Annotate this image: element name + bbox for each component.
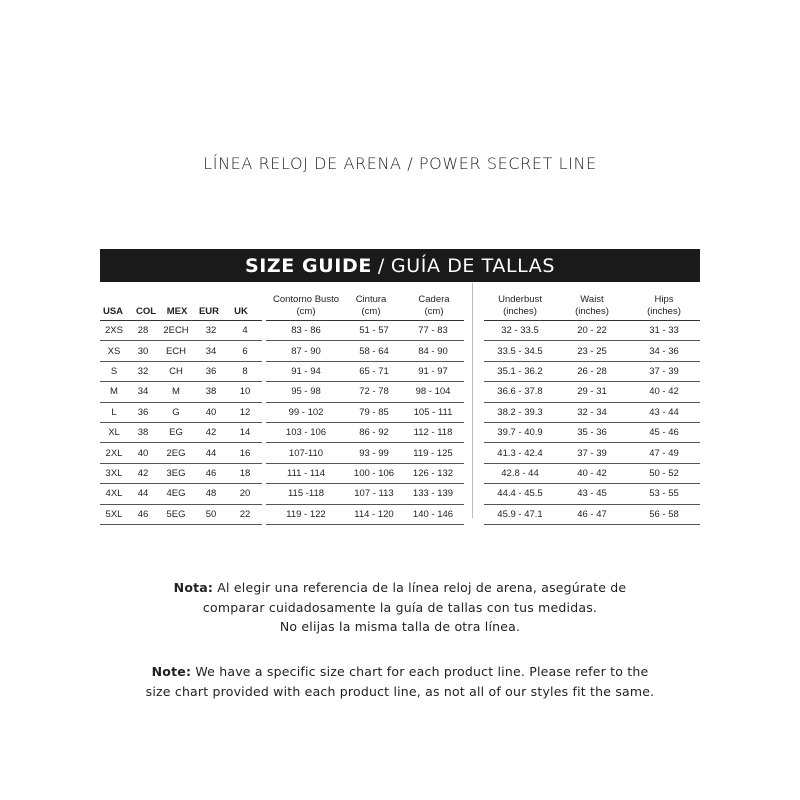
table-row	[266, 341, 464, 361]
table-row	[266, 422, 464, 442]
uk-cell: 22	[228, 504, 262, 524]
underbust-cell: 32 - 33.5	[484, 321, 556, 341]
cintura-cell: 58 - 64	[346, 341, 402, 361]
size-codes-table	[100, 320, 262, 525]
table-row	[484, 422, 700, 442]
waist-cell: 37 - 39	[556, 443, 628, 463]
usa-cell: XS	[100, 341, 128, 361]
header-mex: MEX	[166, 306, 188, 317]
table-row	[484, 341, 700, 361]
eur-cell: 44	[194, 443, 228, 463]
table-row	[484, 443, 700, 463]
mex-cell: ECH	[158, 341, 194, 361]
col-cell: 42	[128, 463, 158, 483]
usa-cell: 2XL	[100, 443, 128, 463]
table-row	[266, 321, 464, 341]
waist-cell: 46 - 47	[556, 504, 628, 524]
usa-cell: M	[100, 382, 128, 402]
header-cintura	[345, 294, 397, 318]
table-row	[266, 504, 464, 524]
usa-cell: 2XS	[100, 321, 128, 341]
header-unit: (cm)	[361, 306, 381, 317]
underbust-cell: 45.9 - 47.1	[484, 504, 556, 524]
usa-cell: L	[100, 402, 128, 422]
cintura-cell: 86 - 92	[346, 422, 402, 442]
table-row	[266, 361, 464, 381]
cadera-cell: 133 - 139	[402, 484, 464, 504]
col-cell: 30	[128, 341, 158, 361]
note-english	[0, 662, 800, 701]
contorno-busto-cell: 103 - 106	[266, 422, 346, 442]
underbust-cell: 44.4 - 45.5	[484, 484, 556, 504]
table-row	[100, 443, 262, 463]
mex-cell: M	[158, 382, 194, 402]
uk-cell: 12	[228, 402, 262, 422]
header-uk: UK	[234, 306, 248, 317]
contorno-busto-cell: 99 - 102	[266, 402, 346, 422]
header-eur: EUR	[198, 306, 220, 317]
mex-cell: 4EG	[158, 484, 194, 504]
cintura-cell: 51 - 57	[346, 321, 402, 341]
table-row	[484, 361, 700, 381]
header-cadera	[405, 294, 463, 318]
table-row	[266, 402, 464, 422]
uk-cell: 4	[228, 321, 262, 341]
table-row	[484, 504, 700, 524]
note-spanish	[0, 578, 800, 637]
hips-cell: 34 - 36	[628, 341, 700, 361]
header-hips	[632, 294, 696, 318]
mex-cell: CH	[158, 361, 194, 381]
underbust-cell: 41.3 - 42.4	[484, 443, 556, 463]
cadera-cell: 140 - 146	[402, 504, 464, 524]
waist-cell: 43 - 45	[556, 484, 628, 504]
mex-cell: 2EG	[158, 443, 194, 463]
header-col: COL	[135, 306, 157, 317]
table-row	[484, 321, 700, 341]
contorno-busto-cell: 95 - 98	[266, 382, 346, 402]
header-usa: USA	[102, 306, 124, 317]
header-name: Contorno Busto	[272, 294, 339, 305]
hips-cell: 40 - 42	[628, 382, 700, 402]
note-spanish-label: Nota:	[173, 580, 214, 595]
hips-cell: 37 - 39	[628, 361, 700, 381]
note-english-line	[0, 662, 800, 682]
waist-cell: 29 - 31	[556, 382, 628, 402]
mex-cell: 3EG	[158, 463, 194, 483]
table-row	[100, 341, 262, 361]
uk-cell: 16	[228, 443, 262, 463]
inch-measurements-table	[484, 320, 700, 525]
header-name: Underbust	[498, 294, 542, 305]
table-row	[266, 484, 464, 504]
contorno-busto-cell: 91 - 94	[266, 361, 346, 381]
header-underbust	[486, 294, 554, 318]
underbust-cell: 38.2 - 39.3	[484, 402, 556, 422]
col-cell: 38	[128, 422, 158, 442]
col-cell: 36	[128, 402, 158, 422]
hips-cell: 47 - 49	[628, 443, 700, 463]
header-name: Hips	[654, 294, 674, 305]
eur-cell: 32	[194, 321, 228, 341]
uk-cell: 6	[228, 341, 262, 361]
usa-cell: 3XL	[100, 463, 128, 483]
waist-cell: 35 - 36	[556, 422, 628, 442]
eur-cell: 46	[194, 463, 228, 483]
cadera-cell: 126 - 132	[402, 463, 464, 483]
table-row	[100, 402, 262, 422]
table-row	[100, 504, 262, 524]
mex-cell: 5EG	[158, 504, 194, 524]
table-row	[100, 321, 262, 341]
contorno-busto-cell: 115 -118	[266, 484, 346, 504]
page-subtitle: LÍNEA RELOJ DE ARENA / POWER SECRET LINE	[203, 154, 597, 173]
contorno-busto-cell: 111 - 114	[266, 463, 346, 483]
waist-cell: 40 - 42	[556, 463, 628, 483]
table-row	[484, 463, 700, 483]
uk-cell: 14	[228, 422, 262, 442]
note-spanish-text: Al elegir una referencia de la línea reloj de arena, asegúrate de	[213, 580, 627, 595]
cadera-cell: 98 - 104	[402, 382, 464, 402]
banner-title-regular: GUÍA DE TALLAS	[390, 254, 556, 277]
table-row	[100, 422, 262, 442]
note-english-label: Note:	[151, 664, 192, 679]
waist-cell: 20 - 22	[556, 321, 628, 341]
mex-cell: EG	[158, 422, 194, 442]
table-row	[266, 443, 464, 463]
header-name: Waist	[580, 294, 604, 305]
mex-cell: G	[158, 402, 194, 422]
cadera-cell: 105 - 111	[402, 402, 464, 422]
cadera-cell: 77 - 83	[402, 321, 464, 341]
table-row	[100, 463, 262, 483]
hips-cell: 31 - 33	[628, 321, 700, 341]
column-divider	[472, 283, 473, 518]
header-unit: (cm)	[424, 306, 444, 317]
header-unit: (inches)	[503, 306, 537, 317]
banner-title-bold: SIZE GUIDE	[244, 254, 372, 277]
hips-cell: 45 - 46	[628, 422, 700, 442]
header-waist	[560, 294, 624, 318]
contorno-busto-cell: 119 - 122	[266, 504, 346, 524]
cadera-cell: 112 - 118	[402, 422, 464, 442]
note-spanish-line	[0, 578, 800, 598]
table-row	[100, 382, 262, 402]
hips-cell: 50 - 52	[628, 463, 700, 483]
table-row	[266, 382, 464, 402]
mex-cell: 2ECH	[158, 321, 194, 341]
header-name: Cintura	[355, 294, 387, 305]
note-spanish-line: comparar cuidadosamente la guía de tallas con tus medidas.	[202, 599, 598, 615]
cintura-cell: 100 - 106	[346, 463, 402, 483]
eur-cell: 40	[194, 402, 228, 422]
header-contorno-busto	[266, 294, 346, 318]
table-row	[484, 484, 700, 504]
eur-cell: 48	[194, 484, 228, 504]
eur-cell: 38	[194, 382, 228, 402]
col-cell: 46	[128, 504, 158, 524]
cadera-cell: 119 - 125	[402, 443, 464, 463]
cintura-cell: 93 - 99	[346, 443, 402, 463]
col-cell: 44	[128, 484, 158, 504]
hips-cell: 53 - 55	[628, 484, 700, 504]
waist-cell: 26 - 28	[556, 361, 628, 381]
col-cell: 40	[128, 443, 158, 463]
underbust-cell: 35.1 - 36.2	[484, 361, 556, 381]
usa-cell: S	[100, 361, 128, 381]
table-row	[484, 402, 700, 422]
table-row	[100, 484, 262, 504]
header-unit: (inches)	[575, 306, 609, 317]
underbust-cell: 42.8 - 44	[484, 463, 556, 483]
uk-cell: 8	[228, 361, 262, 381]
cintura-cell: 79 - 85	[346, 402, 402, 422]
uk-cell: 10	[228, 382, 262, 402]
table-row	[266, 463, 464, 483]
header-unit: (inches)	[647, 306, 681, 317]
hips-cell: 43 - 44	[628, 402, 700, 422]
eur-cell: 50	[194, 504, 228, 524]
usa-cell: 4XL	[100, 484, 128, 504]
banner-separator: /	[377, 254, 385, 277]
hips-cell: 56 - 58	[628, 504, 700, 524]
usa-cell: XL	[100, 422, 128, 442]
underbust-cell: 33.5 - 34.5	[484, 341, 556, 361]
underbust-cell: 36.6 - 37.8	[484, 382, 556, 402]
header-name: Cadera	[418, 294, 450, 305]
table-row	[100, 361, 262, 381]
cm-measurements-table	[266, 320, 464, 525]
eur-cell: 34	[194, 341, 228, 361]
contorno-busto-cell: 107-110	[266, 443, 346, 463]
underbust-cell: 39.7 - 40.9	[484, 422, 556, 442]
col-cell: 28	[128, 321, 158, 341]
cintura-cell: 65 - 71	[346, 361, 402, 381]
uk-cell: 20	[228, 484, 262, 504]
contorno-busto-cell: 87 - 90	[266, 341, 346, 361]
contorno-busto-cell: 83 - 86	[266, 321, 346, 341]
cintura-cell: 107 - 113	[346, 484, 402, 504]
size-guide-banner	[100, 249, 700, 282]
cadera-cell: 91 - 97	[402, 361, 464, 381]
cintura-cell: 72 - 78	[346, 382, 402, 402]
uk-cell: 18	[228, 463, 262, 483]
usa-cell: 5XL	[100, 504, 128, 524]
col-cell: 34	[128, 382, 158, 402]
header-unit: (cm)	[296, 306, 316, 317]
note-english-text: We have a specific size chart for each product line. Please refer to the	[191, 664, 649, 679]
note-english-line: size chart provided with each product line, as not all of our styles fit the same.	[145, 683, 655, 699]
cintura-cell: 114 - 120	[346, 504, 402, 524]
eur-cell: 42	[194, 422, 228, 442]
note-spanish-line: No elijas la misma talla de otra línea.	[279, 619, 521, 634]
cadera-cell: 84 - 90	[402, 341, 464, 361]
waist-cell: 32 - 34	[556, 402, 628, 422]
waist-cell: 23 - 25	[556, 341, 628, 361]
table-row	[484, 382, 700, 402]
col-cell: 32	[128, 361, 158, 381]
eur-cell: 36	[194, 361, 228, 381]
